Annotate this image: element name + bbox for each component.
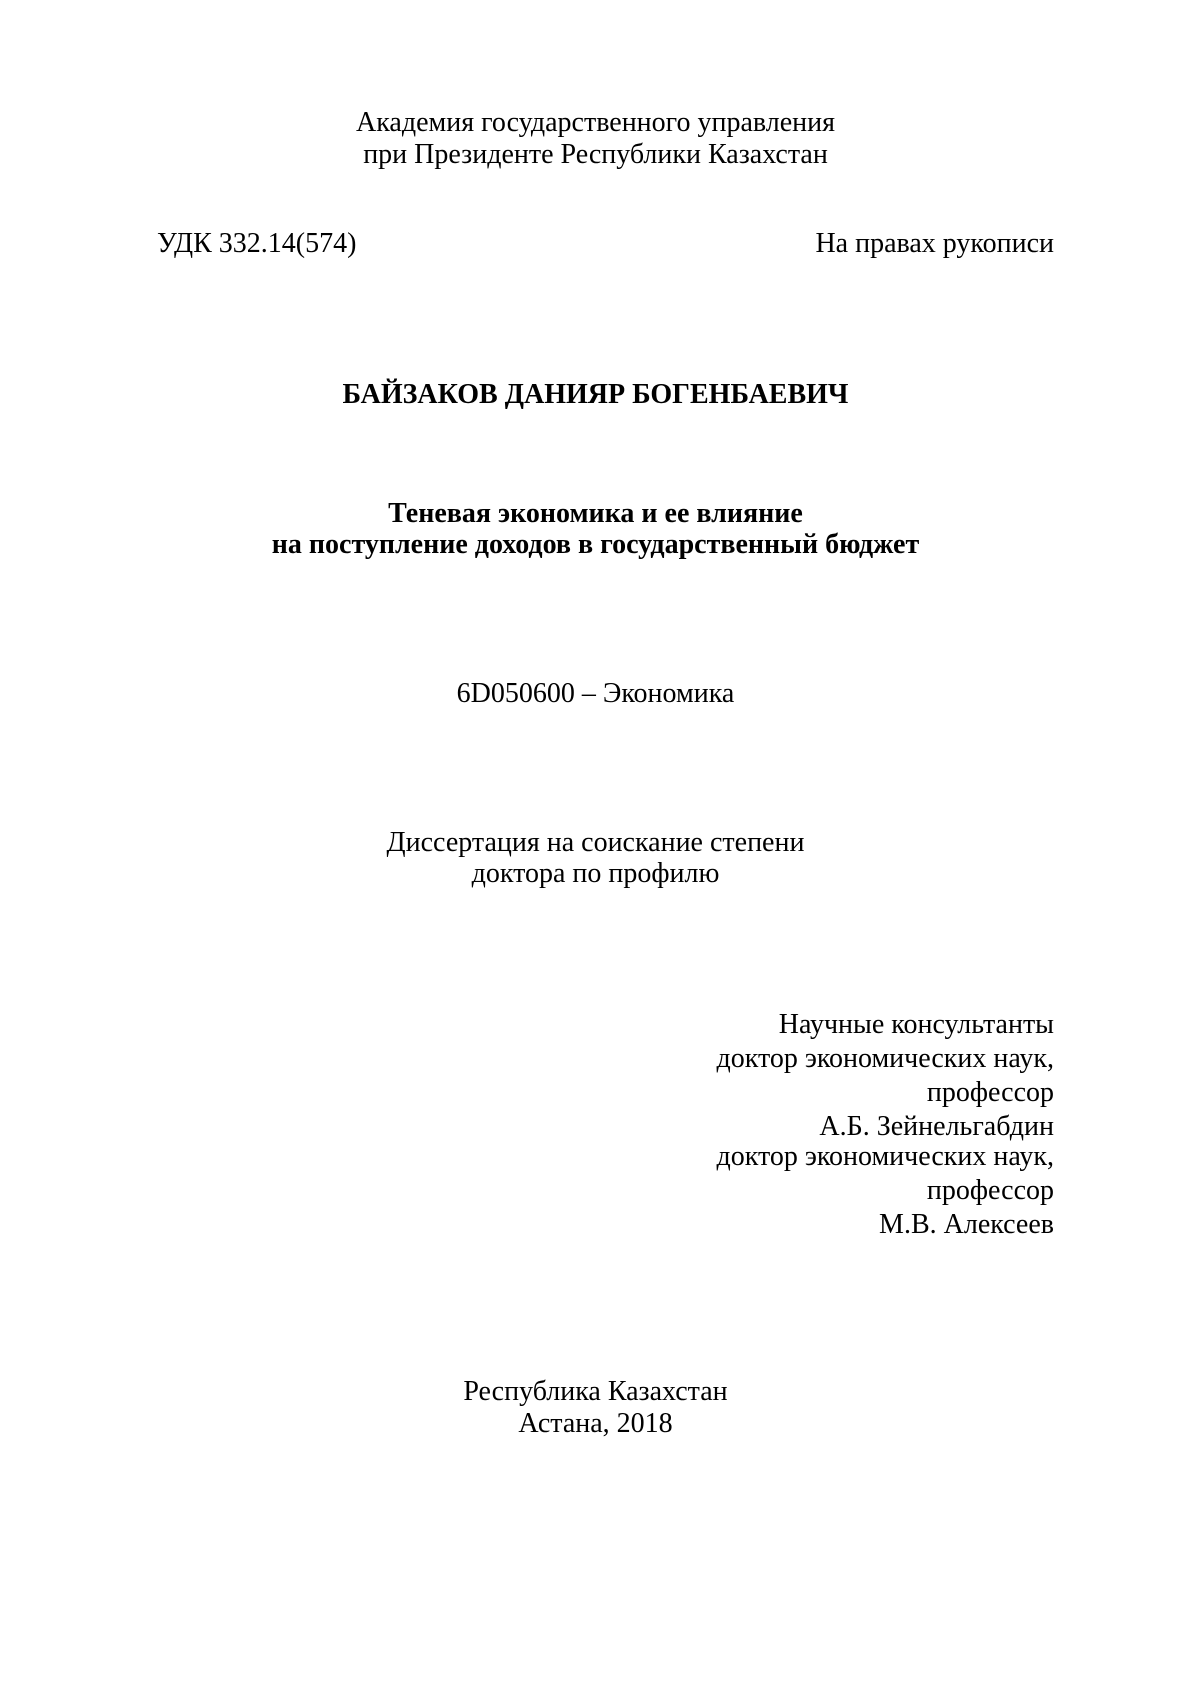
consultant-2-name: М.В. Алексеев [879, 1209, 1054, 1240]
consultant-2-block [716, 1140, 1054, 1242]
dissertation-title-line-1: Теневая экономика и ее влияние [388, 498, 803, 529]
consultants-heading: Научные консультанты [778, 1009, 1054, 1040]
consultant-2-rank: профессор [926, 1175, 1054, 1206]
consultants-block [716, 1008, 1054, 1144]
footer-city-year: Астана, 2018 [518, 1408, 673, 1439]
specialty-code: 6D050600 – Экономика [456, 678, 735, 709]
author-name: БАЙЗАКОВ ДАНИЯР БОГЕНБАЕВИЧ [342, 379, 849, 410]
dissertation-title-line-2: на поступление доходов в государственный бюджет [271, 529, 920, 560]
institution-line-1: Академия государственного управления [356, 107, 835, 138]
udk-code: УДК 332.14(574) [157, 228, 357, 259]
degree-line-1: Диссертация на соискание степени [386, 827, 805, 858]
consultant-1-rank: профессор [926, 1077, 1054, 1108]
consultant-2-degree: доктор экономических наук, [716, 1141, 1054, 1172]
consultant-1-degree: доктор экономических наук, [716, 1043, 1054, 1074]
institution-line-2: при Президенте Республики Казахстан [363, 139, 828, 170]
consultant-1-name: А.Б. Зейнельгабдин [819, 1111, 1054, 1142]
degree-line-2: доктора по профилю [471, 858, 720, 889]
footer-country: Республика Казахстан [463, 1376, 728, 1407]
manuscript-note: На правах рукописи [815, 228, 1054, 259]
